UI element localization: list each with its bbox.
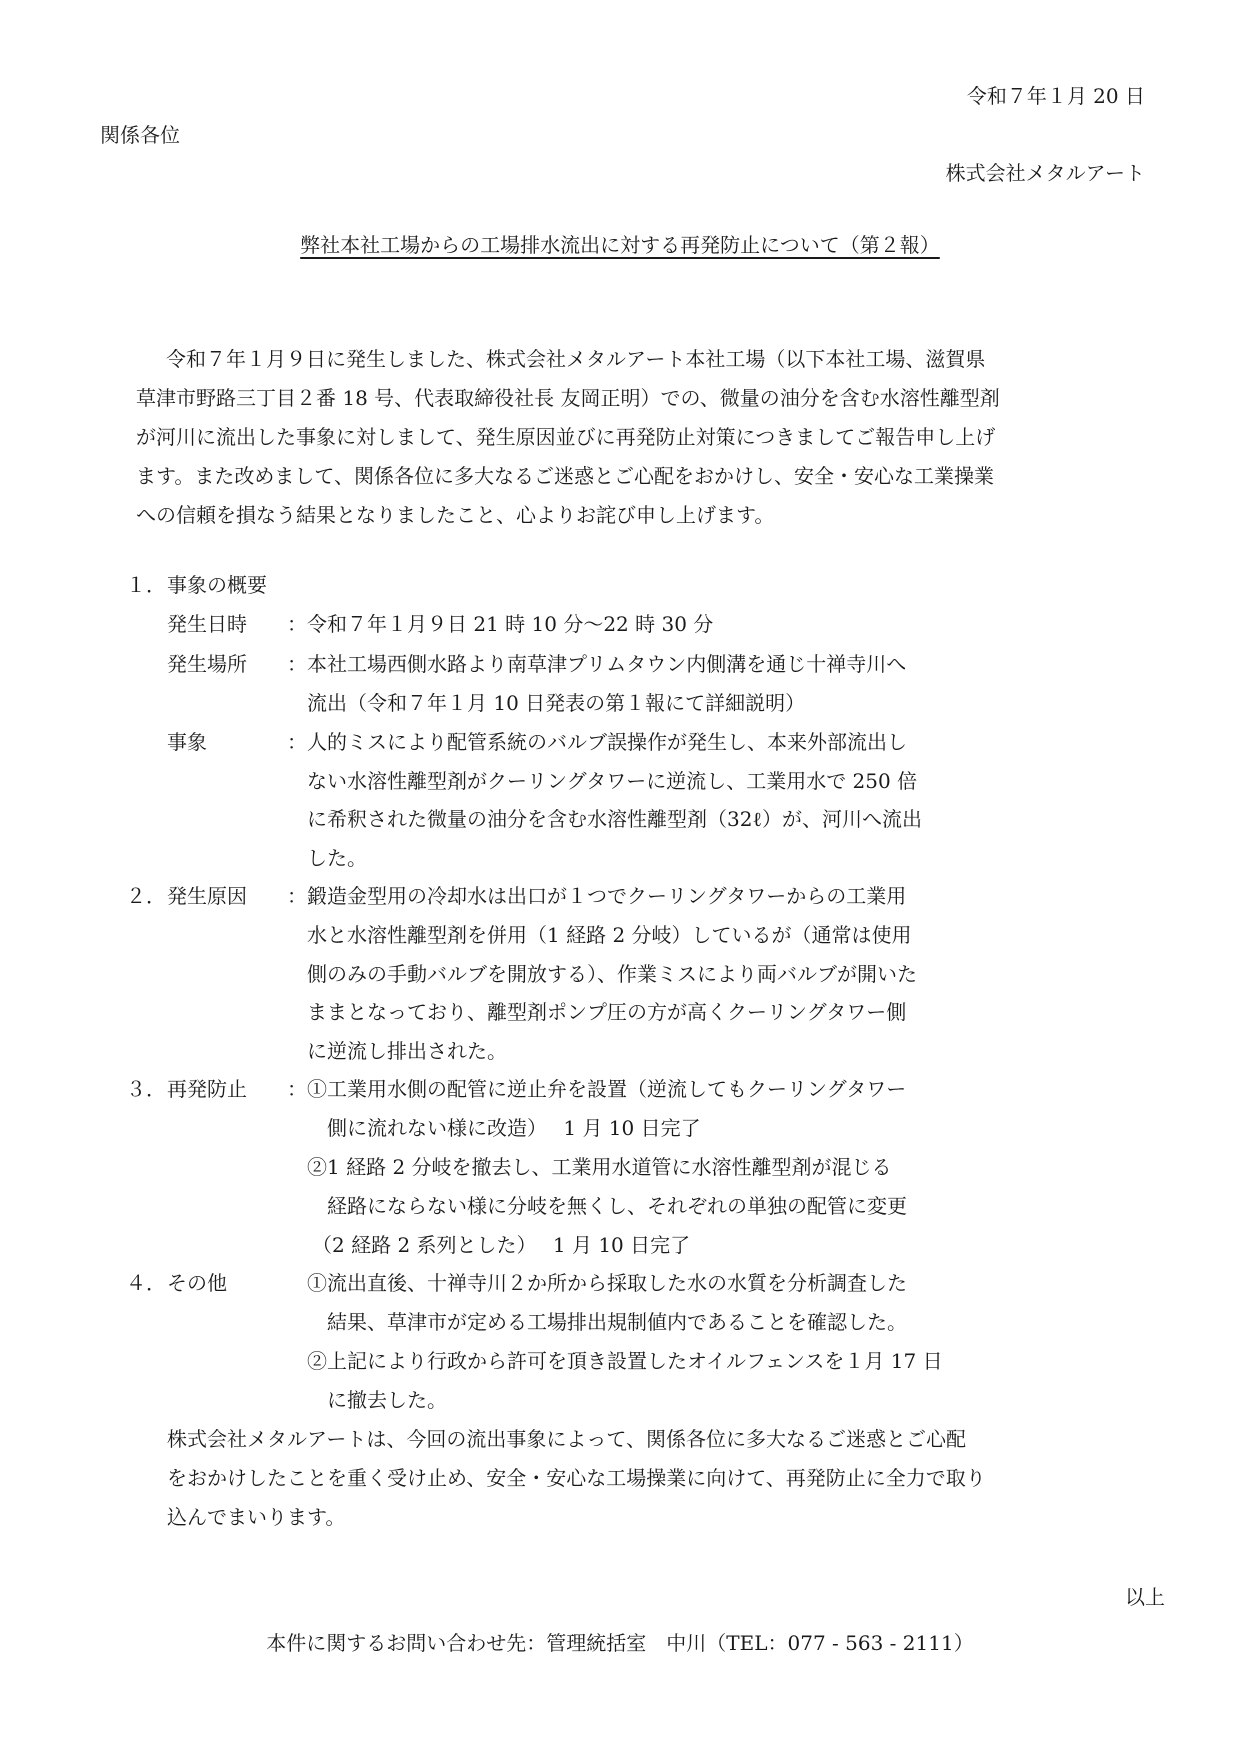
intro-line: ます。また改めまして、関係各位に多大なるご迷惑とご心配をおかけし、安全・安心な工業操業 [136,464,994,488]
event-text: 人的ミスにより配管系統のバルブ誤操作が発生し、本来外部流出し [307,730,907,754]
colon: ： [287,884,307,908]
cause-text: 鍛造金型用の冷却水は出口が１つでクーリングタワーからの工業用 [307,884,907,908]
colon: ： [287,1077,307,1101]
colon: ： [287,612,307,636]
prevention-item: ①工業用水側の配管に逆止弁を設置（逆流してもクーリングタワー [307,1077,907,1101]
event-label: 事象 [167,730,207,754]
other-item: に撤去した。 [327,1388,447,1412]
section-heading: 発生原因 [167,884,247,908]
colon: ： [287,730,307,754]
prevention-item: 側に流れない様に改造） 1 月 10 日完了 [327,1116,701,1140]
intro-line: 令和７年１月９日に発生しました、株式会社メタルアート本社工場（以下本社工場、滋賀県 [166,347,986,371]
intro-line: 草津市野路三丁目２番 18 号、代表取締役社長 友岡正明）での、微量の油分を含む水溶性離型剤 [136,386,1000,410]
event-text: に希釈された微量の油分を含む水溶性離型剤（32ℓ）が、河川へ流出 [307,807,923,831]
prevention-item: ②1 経路 2 分岐を撤去し、工業用水道管に水溶性離型剤が混じる [307,1155,892,1179]
prevention-item: 経路にならない様に分岐を無くし、それぞれの単独の配管に変更 [327,1194,907,1218]
section-number: ３． [126,1077,166,1101]
closing-mark: 以上 [1125,1585,1165,1609]
occurrence-place-text: 本社工場西側水路より南草津プリムタウン内側溝を通じ十禅寺川へ [307,652,907,676]
other-item: 結果、草津市が定める工場排出規制値内であることを確認した。 [327,1310,907,1334]
section-number: １． [126,573,166,597]
intro-line: が河川に流出した事象に対しまして、発生原因並びに再発防止対策につきましてご報告申し上げ [136,425,996,449]
company-name: 株式会社メタルアート [945,161,1145,185]
contact-info: 本件に関するお問い合わせ先：管理統括室 中川（TEL：077 - 563 - 2111） [266,1631,974,1655]
occurrence-date-label: 発生日時 [167,612,247,636]
cause-text: 水と水溶性離型剤を併用（1 経路 2 分岐）しているが（通常は使用 [307,923,912,947]
other-item: ②上記により行政から許可を頂き設置したオイルフェンスを１月 17 日 [307,1349,943,1373]
intro-paragraph [136,340,1136,535]
occurrence-place-text: 流出（令和７年１月 10 日発表の第１報にて詳細説明） [307,691,806,715]
document-title: 弊社本社工場からの工場排水流出に対する再発防止について（第２報） [300,233,940,257]
cause-text: 側のみの手動バルブを開放する）、作業ミスにより両バルブが開いた [307,962,917,986]
event-text: ない水溶性離型剤がクーリングタワーに逆流し、工業用水で 250 倍 [307,769,918,793]
cause-text: ままとなっており、離型剤ポンプ圧の方が高くクーリングタワー側 [307,1000,907,1024]
closing-paragraph [167,1420,986,1537]
prevention-item: （2 経路 2 系列とした） 1 月 10 日完了 [312,1233,691,1257]
section-number: ４． [126,1271,166,1295]
colon: ： [287,652,307,676]
addressee: 関係各位 [100,123,180,147]
closing-line: をおかけしたことを重く受け止め、安全・安心な工場操業に向けて、再発防止に全力で取り [167,1466,986,1490]
other-item: ①流出直後、十禅寺川２か所から採取した水の水質を分析調査した [307,1271,907,1295]
section-heading: その他 [167,1271,227,1295]
closing-line: 株式会社メタルアートは、今回の流出事象によって、関係各位に多大なるご迷惑とご心配 [167,1427,966,1451]
occurrence-place-label: 発生場所 [167,652,247,676]
section-heading: 再発防止 [167,1077,247,1101]
cause-text: に逆流し排出された。 [307,1039,507,1063]
event-text: した。 [307,846,367,870]
section-number: ２． [126,884,166,908]
section-heading: 事象の概要 [167,573,267,597]
closing-line: 込んでまいります。 [167,1505,346,1529]
intro-line: への信頼を損なう結果となりましたこと、心よりお詫び申し上げます。 [136,503,775,527]
document-date: 令和７年１月 20 日 [966,84,1145,108]
occurrence-date-text: 令和７年１月９日 21 時 10 分～22 時 30 分 [307,612,714,636]
